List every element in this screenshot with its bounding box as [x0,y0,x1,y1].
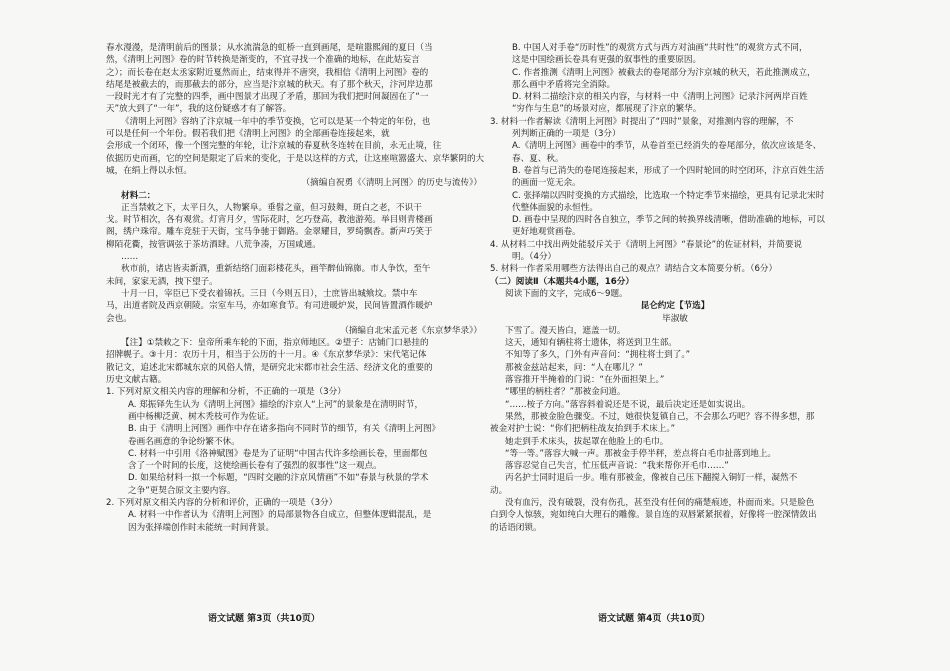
text-line: 散记文，追述北宋都城东京的风俗人情，是研究北宋都市社会生活、经济文化的重要的 [106,362,433,373]
text-line: 招牌幌子。③十月：农历十月，相当于公历的十一月。④《东京梦华录》：宋代笔记体 [106,350,427,361]
text-line: 列判断正确的一项是（3分） [512,129,621,140]
text-line: 更好地观赏画卷。 [512,227,581,238]
text-line: C. 张择端以四时变换的方式描绘，比选取一个特定季节来描绘，更具有记录北宋时 [512,190,825,201]
text-line: 卷画名画意的争论纷繁不休。 [128,436,240,447]
text-line: 柳陌花衢，按管调弦于茶坊酒肆。八荒争凑，万国咸通。 [106,239,321,250]
text-line: “哪里的柄柱者？”那被金问道。 [505,387,626,398]
text-line: 材料二： [121,190,156,201]
text-line: “穷作与生息”的场景对应，都展现了汴京的繁华。 [512,104,702,115]
text-line: 会也。 [106,313,132,324]
text-line: 天”放大到了“一年”，我的这份疑惑才有了解答。 [106,104,292,115]
text-line: 被金对护士说：“你们把柄柱战友抬到手术床上。” [490,424,676,435]
text-line: 结尾是被截去的，而那截去的部分，应当是汴京城的秋天。有了那个秋天，汴河岸边那 [106,79,433,90]
text-line: 4. 从材料二中找出两处能驳斥关于《清明上河图》“春景论”的佐证材料，并简要说 [490,239,803,250]
text-line: “……桉子方向。”落容斜着说还是不说，最后决定还是如实说出。 [505,399,751,410]
text-line: A. 材料一中作者认为《清明上河图》的局部景物各自成立，但整体逻辑混乱，是 [128,510,432,521]
text-line: 画中杨柳泛黄、树木秃枝可作为佐证。 [128,411,275,422]
text-line: （摘编自祝勇《〈清明上河图〉的历史与流传》） [301,178,482,189]
text-line: …… [121,252,139,263]
text-line: “等一等。”落容大喊一声。那被金手停半秤，差点将白毛巾扯落到地上。 [505,448,777,459]
text-line: B. 中国人对手卷“历时性”的观赏方式与西方对油画“共时性”的观赏方式不同， [512,43,808,53]
text-line: A. 郑振铎先生认为《清明上河图》描绘的汴京人“上河”的景象是在清明时节， [128,399,424,410]
text-line: 昆仑约定【节选】 [640,301,710,312]
text-line: D. 材料二描绘汴京的相关内容，与材料一中《清明上河图》记录汴河两岸百姓 [512,92,808,103]
text-line: 十月一日，宰臣已下受衣着锦袄。三日（今则五日），士庶皆出城飨坟。禁中车 [121,288,418,299]
text-line: 落容推开半掩着的门说：“在外面担架上。” [505,375,665,386]
text-line: 丙名护士同时退后一步。唯有那被金，像被自己压下翻搅入铜钉一样，凝然不 [505,473,798,484]
text-line: 落容忍觉自己失言，忙压低声音说：“我来帮你开毛巾……” [505,461,729,472]
text-line: 戈。时节相次，各有观赏。灯宵月夕，雪际花时，乞巧登高，教池游苑。举目则青楼画 [106,215,433,226]
text-line: 下雪了。漫天皆白，遮盖一切。 [505,325,626,336]
text-line: 一段时光才有了完整的四季，画中图景才出现了矛盾，那回为我们把时间凝固在了“一 [106,92,429,103]
text-line: 5. 材料一作者采用哪些方法得出自己的观点？请结合文本简要分析。（6分） [490,264,778,275]
text-line: 城，在绢上得以永恒。 [106,165,192,176]
text-line: 阅读下面的文字，完成6～9题。 [505,288,628,299]
text-line: 含了一个时间的长度，这使绘画长卷有了强烈的叙事性”这一观点。 [128,461,382,472]
text-line: 的画面一览无余。 [512,178,581,189]
text-line: 1. 下列对原文相关内容的理解和分析，不正确的一项是（3分） [106,387,346,398]
text-line: D. 如果给材料一拟一个标题，“四时交融的汴京风情画”不如“春景与秋景的学术 [128,473,429,484]
text-line: D. 画卷中呈现的四时各自独立，季节之间的转换界线清晰，借助准确的地标，可以 [512,215,825,226]
text-line: 《清明上河图》容纳了汴京城一年中的季节变换，它可以是某一个特定的年份，也 [121,116,431,127]
text-line: B. 卷首与已消失的卷尾连接起来，形成了一个四时轮回的时空闭环，汴京百姓生活 [512,165,825,176]
text-line: 正当禁敕之下，太平日久，人物繁阜。垂髫之童，但习鼓舞，斑白之老，不识干 [121,202,422,213]
text-line: 之）；而长卷在赵太丞家附近戛然而止，结束得并不唐突，我相信《清明上河图》卷的 [106,67,429,78]
text-line: 那么画中矛盾将完全消除。 [512,79,616,90]
text-line: 历史文献古籍。 [106,375,167,386]
text-line: 因为张择端创作时未能统一时间背景。 [128,522,275,533]
text-line: 可以是任何一个年份。假若我们把《清明上河图》的全部画卷连接起来，就 [106,129,390,140]
text-line: 秋市前，诸店皆卖新酒，重新结络门面彩楼花头，画竿醉仙锦旆。市人争饮，至午 [121,264,431,275]
text-line: 未间，家家无酒，拽下望子。 [106,276,218,287]
page-footer-right: 语文试题 第4页（共10页） [598,614,710,624]
text-line: 【注】①禁敕之下：皇帝所乘车轮的下面，指京师地区。②望子：店铺门口悬挂的 [121,338,429,349]
text-line: 果然，那被金脸色骤变。不过，她很快复镇自己，不会那么巧吧？容不得多想，那 [505,411,815,422]
text-line: 毕淑敏 [662,313,688,324]
text-line: （摘编自北宋孟元老《东京梦华录》） [340,325,482,336]
text-line: 马，出道者院及西京朝陵。宗室车马，亦如寒食节。有司进暖炉炭，民间皆置酒作暖炉 [106,301,433,312]
text-line: 白到令人惊骇，宛如纯白大理石的雕像。景自连的双唇紧紧抿着，好像将一腔深情敛出 [490,510,817,521]
text-line: 这是中国绘画长卷具有更强的叙事性的重要原因。 [512,55,702,66]
right-page-column [490,42,860,534]
text-line: 春、夏、秋。 [512,153,564,164]
text-line: 之争”更契合原文主要内容。 [128,485,236,496]
text-line: 会形成一个闭环，像一个图完整的年轮，让汴京城的春夏秋冬连转在目前，永无止境，往 [106,141,442,152]
text-line: 3. 材料一作者解读《清明上河图》时提出了“四时”景象，对推测内容的理解，不 [490,116,794,127]
text-line: A.《清明上河图》画卷中的季节，从卷首至已经消失的卷尾部分，依次应该是冬、 [512,141,822,152]
text-line: 她走到手术床头，拔起罩在他脸上的毛巾。 [505,436,669,447]
text-line: （二）阅读Ⅱ（本题共4小题，16分） [490,276,634,287]
text-line: 没有血污，没有破裂，没有伤孔，甚至没有任何的痛楚痕迹，朴面而来。只是脸色 [505,497,815,508]
text-line: 的话语闭锁。 [490,522,542,533]
text-line: 2. 下列对原文相关内容的分析和评价，正确的一项是（3分） [106,497,338,508]
text-line: 阁，绣户珠帘。雕车竞驻于天街，宝马争驰于御路。金翠耀目，罗绮飘香。新声巧笑于 [106,227,433,238]
left-page-column [106,42,486,534]
text-line: B. 由于《清明上河图》画作中存在诸多指向不同时节的细节，有关《清明上河图》 [128,424,441,435]
text-line: C. 材料一中引用《洛神赋图》卷是为了证明“中国古代许多绘画长卷，里面都包 [128,448,428,459]
text-line: 春水漫漫，是清明前后的图景；从水流湍急的虹桥一直到画尾，是喧嚣熙闹的夏日（当 [106,43,433,53]
page-footer-left: 语文试题 第3页（共10页） [208,614,320,624]
text-line: 这天，通知有辆柱将士遗体，将送到卫生部。 [505,338,677,349]
text-line: 然，《清明上河图》卷的时节转换是渐变的，不宜寻找一个准确的地标，在此姑妄言 [106,55,420,66]
text-line: 动。 [490,485,508,496]
text-line: 代整体面貌的永恒性。 [512,202,598,213]
text-line: 依据历史而画，它的空间是限定了后来的变化，于是以这样的方式，让这座喧嚣盛大、京华繁阴的大 [106,153,485,164]
text-line: C. 作者推测《清明上河图》被截去的卷尾部分为汴京城的秋天，若此推测成立， [512,67,816,78]
text-line: 明。（4分） [512,252,557,263]
text-line: 那被金兹站起来，问：“人在哪儿？” [505,362,643,373]
text-line: 不知等了多久，门外有声音问：“拥柱将士到了。” [505,350,691,361]
